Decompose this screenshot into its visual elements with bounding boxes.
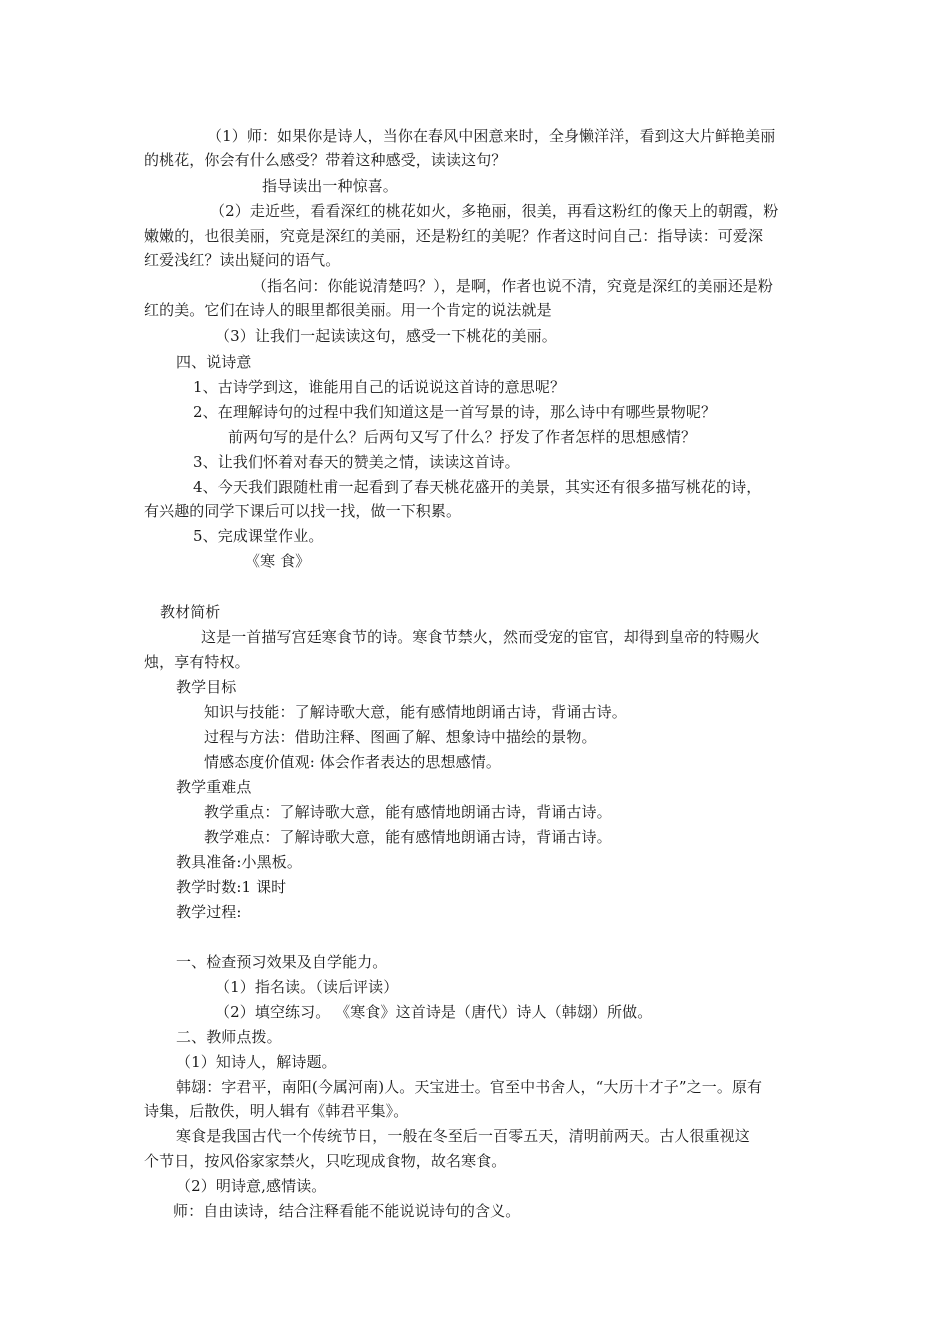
text-line: 前两句写的是什么？后两句又写了什么？抒发了作者怎样的思想感情？ [228,428,697,446]
text-line: 过程与方法：借助注释、图画了解、想象诗中描绘的景物。 [204,728,597,746]
text-line: 个节日，按风俗家家禁火，只吃现成食物，故名寒食。 [144,1152,507,1170]
text-line: 诗集，后散佚，明人辑有《韩君平集》。 [144,1102,409,1120]
list-item: 3、让我们怀着对春天的赞美之情，读读这首诗。 [193,453,520,471]
text-line: （指名问：你能说清楚吗？），是啊，作者也说不清，究竟是深红的美丽还是粉 [252,277,774,295]
text-line: 红的美。它们在诗人的眼里都很美丽。用一个肯定的说法就是 [144,301,552,319]
list-item: 1、古诗学到这，谁能用自己的话说说这首诗的意思呢？ [193,378,566,396]
section-heading: 一、检查预习效果及自学能力。 [176,953,388,971]
text-line: 教学难点：了解诗歌大意，能有感情地朗诵古诗，背诵古诗。 [204,828,612,846]
text-line: 师：自由读诗，结合注释看能不能说说诗句的含义。 [173,1202,521,1220]
text-line: 的桃花，你会有什么感受？带着这种感受，读读这句？ [144,151,507,169]
section-heading: 教学过程: [176,903,242,921]
text-line: （2）走近些，看看深红的桃花如火，多艳丽，很美，再看这粉红的像天上的朝霞，粉 [210,202,779,220]
text-line: 有兴趣的同学下课后可以找一找，做一下积累。 [144,502,462,520]
list-item: 5、完成课堂作业。 [193,527,324,545]
text-line: 这是一首描写宫廷寒食节的诗。寒食节禁火，然而受宠的宦官，却得到皇帝的特赐火 [201,628,760,646]
text-line: 指导读出一种惊喜。 [262,177,398,195]
section-heading: 教材简析 [160,603,221,621]
text-line: 烛，享有特权。 [144,653,250,671]
section-heading: 四、说诗意 [176,353,252,371]
text-line: （2）填空练习。 《寒食》这首诗是（唐代）诗人（韩翃）所做。 [215,1003,653,1021]
text-line: 情感态度价值观: 体会作者表达的思想感情。 [204,753,501,771]
text-line: 教具准备:小黑板。 [176,853,302,871]
section-heading: 教学目标 [176,678,237,696]
text-line: （1）指名读。（读后评读） [215,978,399,996]
text-line: 韩翃：字君平，南阳(今属河南)人。天宝进士。官至中书舍人，“大历十才子”之一。原有 [176,1078,763,1096]
section-heading: 教学重难点 [176,778,252,796]
text-line: 教学时数:1 课时 [176,878,287,896]
text-line: （2）明诗意,感情读。 [176,1177,327,1195]
text-line: 寒食是我国古代一个传统节日，一般在冬至后一百零五天，清明前两天。古人很重视这 [176,1127,750,1145]
section-heading: 二、教师点拨。 [176,1028,282,1046]
poem-title: 《寒 食》 [245,552,311,570]
list-item: 4、今天我们跟随杜甫一起看到了春天桃花盛开的美景，其实还有很多描写桃花的诗， [193,478,762,496]
text-line: （1）知诗人，解诗题。 [176,1053,337,1071]
text-line: 知识与技能：了解诗歌大意，能有感情地朗诵古诗，背诵古诗。 [204,703,627,721]
text-line: （1）师：如果你是诗人，当你在春风中困意来时，全身懒洋洋，看到这大片鲜艳美丽 [207,127,776,145]
text-line: 教学重点：了解诗歌大意，能有感情地朗诵古诗，背诵古诗。 [204,803,612,821]
text-line: （3）让我们一起读读这句，感受一下桃花的美丽。 [215,327,557,345]
list-item: 2、在理解诗句的过程中我们知道这是一首写景的诗，那么诗中有哪些景物呢？ [193,403,717,421]
text-line: 嫩嫩的，也很美丽，究竟是深红的美丽，还是粉红的美呢？作者这时问自己：指导读：可爱深 [144,227,764,245]
text-line: 红爱浅红？读出疑问的语气。 [144,251,341,269]
